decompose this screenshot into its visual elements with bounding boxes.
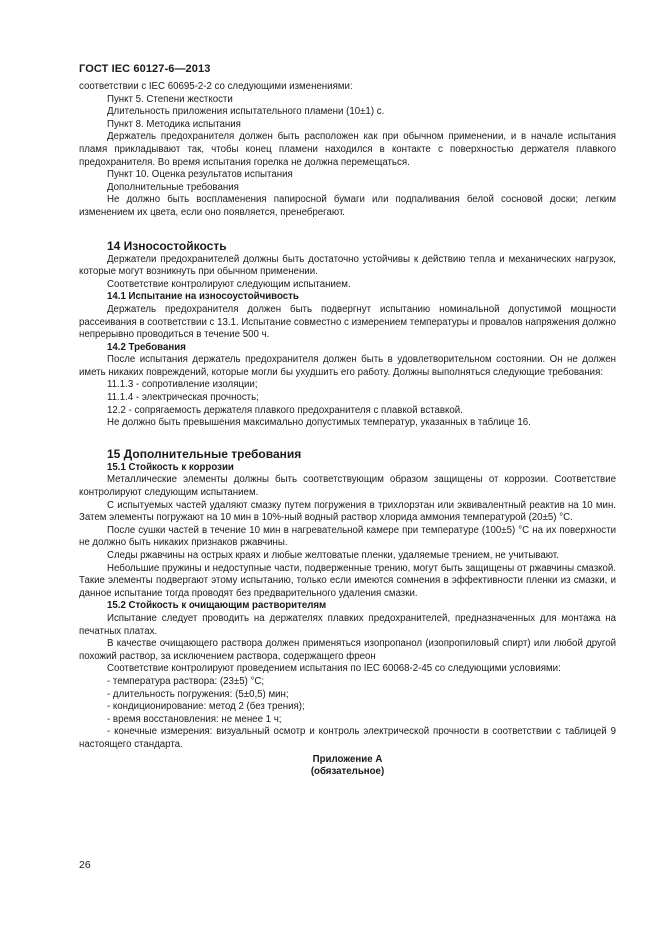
subsection-heading-14-1: 14.1 Испытание на износоустойчивость [107, 291, 299, 303]
paragraph: После сушки частей в течение 10 мин в нагревательной камере при температуре (100±5) °С на их поверхности не должно быть никаких признаков ржавчины. [79, 524, 616, 549]
paragraph: Следы ржавчины на острых краях и любые желтоватые пленки, удаляемые трением, не учитывают. [107, 550, 559, 561]
list-item: 12.2 - сопрягаемость держателя плавкого предохранителя с плавкой вставкой. [107, 404, 463, 416]
paragraph: соответствии с IEC 60695-2-2 со следующими изменениями: [79, 81, 353, 92]
paragraph: С испытуемых частей удаляют смазку путем погружения в трихлорэтан или эквивалентный реактив на 10 мин. Затем элементы погружают на 10 мин в 10%-ный водный раствор хлорида аммония температурой (20±5) °С. [79, 499, 616, 524]
paragraph: Дополнительные требования [107, 181, 239, 193]
list-item: 11.1.3 - сопротивление изоляции; [107, 379, 258, 391]
paragraph: Пункт 8. Методика испытания [107, 118, 241, 130]
section-heading-14: 14 Износостойкость [107, 238, 227, 253]
paragraph: Испытание следует проводить на держателях плавких предохранителей, предназначенных для монтажа на печатных платах. [79, 612, 616, 637]
subsection-heading-15-2: 15.2 Стойкость к очищающим растворителям [107, 600, 327, 612]
page-number: 26 [79, 859, 91, 871]
paragraph: Длительность приложения испытательного пламени (10±1) с. [107, 106, 385, 118]
annex-subtitle: (обязательное) [310, 766, 385, 778]
paragraph: Небольшие пружины и недоступные части, подверженные трению, могут быть защищены от ржавчины смазкой. Такие элементы подвергают этому испытанию, только если имеются сомнения в эффективности пленки из смазки, и данное испытание тогда проводят без предварительного удаления смазки. [79, 562, 616, 599]
subsection-heading-15-1: 15.1 Стойкость к коррозии [107, 461, 234, 473]
paragraph: Держатель предохранителя должен быть подвергнут испытанию номинальной допустимой мощности рассеивания в соответствии с 13.1. Испытание совместно с измерением температуры и провалов напряжения должно непрерывно проводиться в течение 500 ч. [79, 303, 616, 341]
paragraph: Металлические элементы должны быть соответствующим образом защищены от коррозии. Соответствие контролируют следующим испытанием. [79, 474, 616, 499]
page-header-title: ГОСТ IEC 60127-6—2013 [79, 63, 211, 75]
list-item: - длительность погружения: (5±0,5) мин; [107, 688, 289, 700]
paragraph: Соответствие контролируют проведением испытания по IEC 60068-2-45 со следующими условиями: [107, 663, 561, 675]
paragraph: Соответствие контролируют следующим испытанием. [107, 278, 351, 290]
list-item: - кондиционирование: метод 2 (без трения); [107, 701, 305, 713]
paragraph: Не должно быть воспламенения папиросной бумаги или подпаливания белой сосновой доски; легким изменением их цвета, если оно появляется, пренебрегают. [79, 194, 616, 218]
list-item: - конечные измерения: визуальный осмотр и контроль электрической прочности в соответствии с таблицей 9 настоящего стандарта. [79, 726, 616, 750]
subsection-heading-14-2: 14.2 Требования [107, 341, 186, 353]
paragraph: После испытания держатель предохранителя должен быть в удовлетворительном состоянии. Он не должен иметь никаких повреждений, которые могли бы ухудшить его работу. Должны выполняться следующие требования: [79, 354, 616, 378]
paragraph: Держатель предохранителя должен быть расположен как при обычном применении, и в начале испытания пламя прикладывают так, чтобы конец пламени находился в контакте с поверхностью держателя плавкого предохранителя. Во время испытания горелка не должна перемещаться. [79, 131, 616, 168]
annex-title: Приложение А [312, 753, 383, 765]
paragraph: Пункт 5. Степени жесткости [107, 93, 233, 105]
paragraph: Держатели предохранителей должны быть достаточно устойчивы к действию тепла и механических нагрузок, которые могут возникнуть при обычном применении. [79, 253, 616, 278]
document-body [79, 81, 616, 779]
list-item: 11.1.4 - электрическая прочность; [107, 392, 259, 404]
list-item: - время восстановления: не менее 1 ч; [107, 713, 282, 725]
paragraph: Пункт 10. Оценка результатов испытания [107, 169, 293, 181]
paragraph: В качестве очищающего раствора должен применяться изопропанол (изопропиловый спирт) или любой другой похожий раствор, за исключением раствора, содержащего фреон [79, 638, 616, 662]
list-item: - температура раствора: (23±5) °С; [107, 675, 265, 687]
section-heading-15: 15 Дополнительные требования [107, 446, 302, 461]
paragraph: Не должно быть превышения максимально допустимых температур, указанных в таблице 16. [107, 417, 531, 429]
